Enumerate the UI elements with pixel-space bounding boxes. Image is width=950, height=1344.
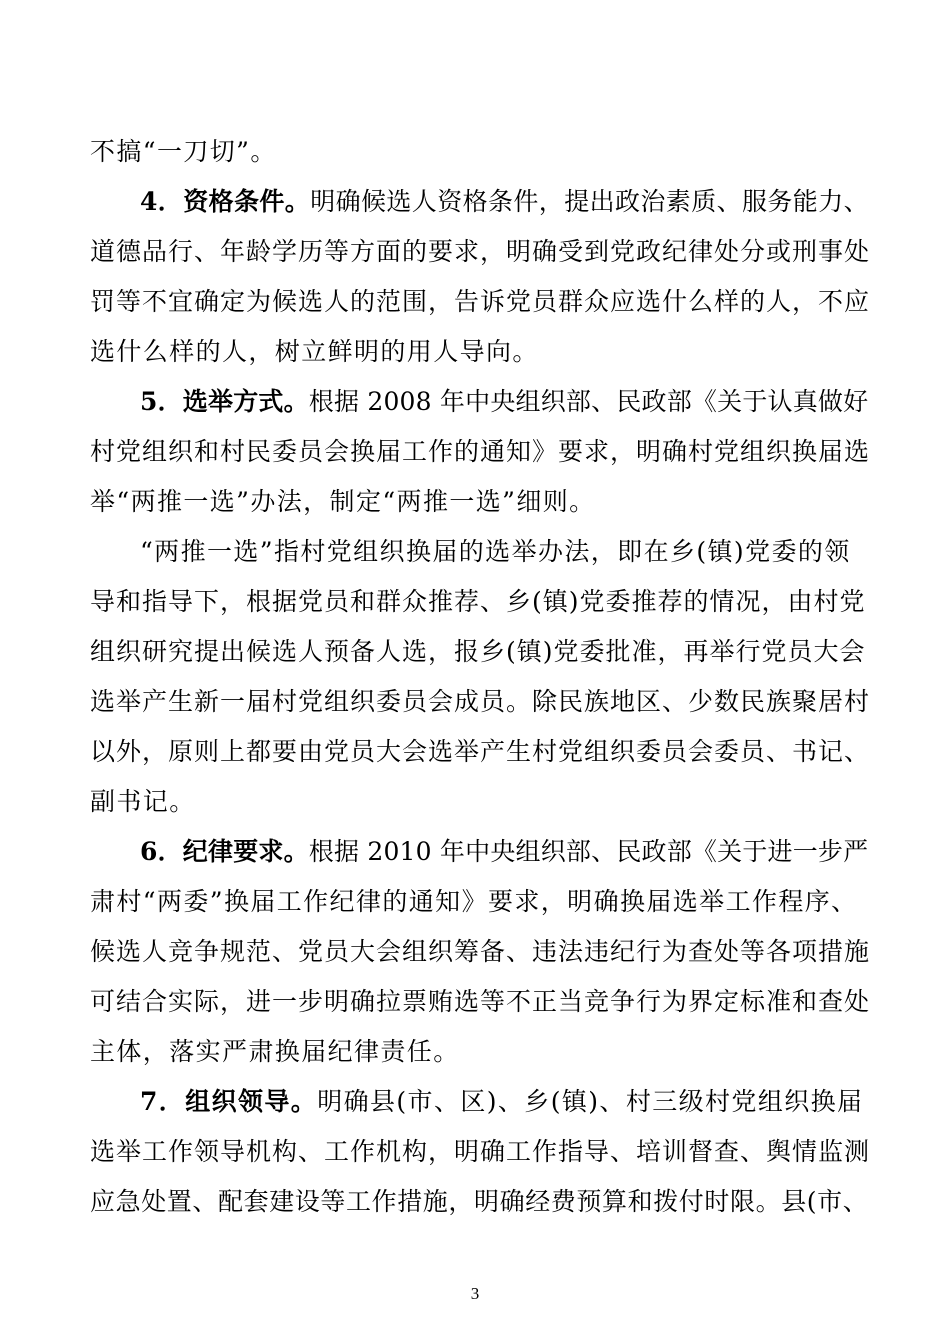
page-number: 3 [470, 1284, 480, 1303]
text-line: 组织研究提出候选人预备人选，报乡(镇)党委批准，再举行党员大会 [90, 637, 866, 666]
text-line: 村党组织和村民委员会换届工作的通知》要求，明确村党组织换届选 [90, 437, 871, 466]
text-line: 可结合实际，进一步明确拉票贿选等不正当竞争行为界定标准和查处 [90, 987, 871, 1016]
text-line: 7．组织领导。明确县(市、区)、乡(镇)、村三级村党组织换届 [140, 1087, 864, 1116]
text-line: 肃村“两委”换届工作纪律的通知》要求，明确换届选举工作程序、 [90, 887, 858, 916]
text-line: “两推一选”指村党组织换届的选举办法，即在乡(镇)党委的领 [140, 537, 851, 566]
text-line: 4．资格条件。明确候选人资格条件，提出政治素质、服务能力、 [140, 187, 870, 216]
text-line: 应急处置、配套建设等工作措施，明确经费预算和拨付时限。县(市、 [90, 1187, 869, 1216]
text-line: 罚等不宜确定为候选人的范围，告诉党员群众应选什么样的人，不应 [90, 287, 871, 316]
text-line: 选举工作领导机构、工作机构，明确工作指导、培训督查、舆情监测 [90, 1137, 871, 1166]
text-line: 副书记。 [90, 787, 196, 816]
text-line: 5．选举方式。根据 2008 年中央组织部、民政部《关于认真做好 [140, 387, 869, 416]
section-heading: 5．选举方式。 [140, 387, 309, 416]
text-line: 不搞“一刀切”。 [90, 137, 277, 166]
section-heading: 6．纪律要求。 [140, 837, 309, 866]
text-line: 选什么样的人，树立鲜明的用人导向。 [90, 337, 539, 366]
text-line: 道德品行、年龄学历等方面的要求，明确受到党政纪律处分或刑事处 [90, 237, 871, 266]
text-line: 主体，落实严肃换届纪律责任。 [90, 1037, 460, 1066]
text-line: 选举产生新一届村党组织委员会成员。除民族地区、少数民族聚居村 [90, 687, 871, 716]
section-heading: 7．组织领导。 [140, 1087, 318, 1116]
text-line: 6．纪律要求。根据 2010 年中央组织部、民政部《关于进一步严 [140, 837, 869, 866]
text-line: 以外，原则上都要由党员大会选举产生村党组织委员会委员、书记、 [90, 737, 871, 766]
text-line: 导和指导下，根据党员和群众推荐、乡(镇)党委推荐的情况，由村党 [90, 587, 866, 616]
section-heading: 4．资格条件。 [140, 187, 311, 216]
text-line: 举“两推一选”办法，制定“两推一选”细则。 [90, 487, 596, 516]
text-line: 候选人竞争规范、党员大会组织筹备、违法违纪行为查处等各项措施 [90, 937, 871, 966]
